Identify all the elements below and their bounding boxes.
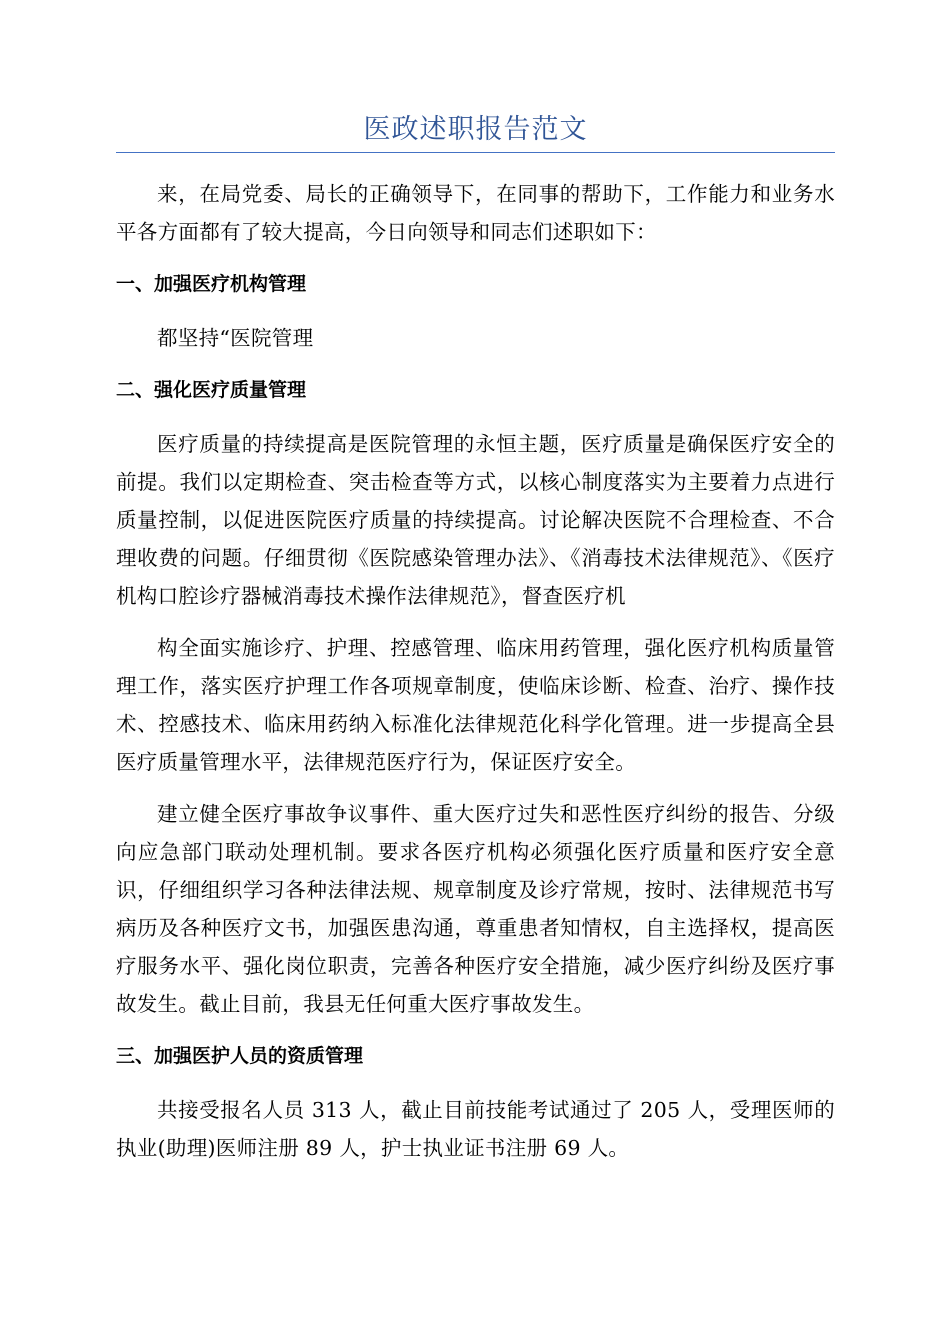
intro-paragraph: 来，在局党委、局长的正确领导下，在同事的帮助下，工作能力和业务水平各方面都有了较大提高，今日向领导和同志们述职如下： <box>116 182 835 244</box>
body-paragraph: 建立健全医疗事故争议事件、重大医疗过失和恶性医疗纠纷的报告、分级向应急部门联动处理机制。要求各医疗机构必须强化医疗质量和医疗安全意识，仔细组织学习各种法律法规、规章制度及诊疗常规，按时、法律规范书写病历及各种医疗文书，加强医患沟通，尊重患者知情权，自主选择权，提高医疗服务水平、强化岗位职责，完善各种医疗安全措施，减少医疗纠纷及医疗事故发生。截止目前，我县无任何重大医疗事故发生。 <box>116 802 835 1016</box>
body-paragraph: 都坚持“医院管理 <box>157 326 314 350</box>
section-heading: 二、强化医疗质量管理 <box>116 379 307 401</box>
document-title: 医政述职报告范文 <box>363 114 588 145</box>
section-heading: 三、加强医护人员的资质管理 <box>116 1045 364 1067</box>
body-paragraph: 医疗质量的持续提高是医院管理的永恒主题，医疗质量是确保医疗安全的前提。我们以定期检查、突击检查等方式，以核心制度落实为主要着力点进行质量控制，以促进医院医疗质量的持续提高。讨论解决医院不合理检查、不合理收费的问题。仔细贯彻《医院感染管理办法》、《消毒技术法律规范》、《医疗机构口腔诊疗器械消毒技术操作法律规范》，督查医疗机 <box>116 432 835 608</box>
body-paragraph: 共接受报名人员 313 人，截止目前技能考试通过了 205 人，受理医师的执业(助理)医师注册 89 人，护士执业证书注册 69 人。 <box>116 1098 835 1160</box>
body-paragraph: 构全面实施诊疗、护理、控感管理、临床用药管理，强化医疗机构质量管理工作，落实医疗护理工作各项规章制度，使临床诊断、检查、治疗、操作技术、控感技术、临床用药纳入标准化法律规范化科学化管理。进一步提高全县医疗质量管理水平，法律规范医疗行为，保证医疗安全。 <box>116 636 835 774</box>
title-underline <box>116 152 835 153</box>
section-heading: 一、加强医疗机构管理 <box>116 273 307 295</box>
document-page <box>116 108 835 1181</box>
